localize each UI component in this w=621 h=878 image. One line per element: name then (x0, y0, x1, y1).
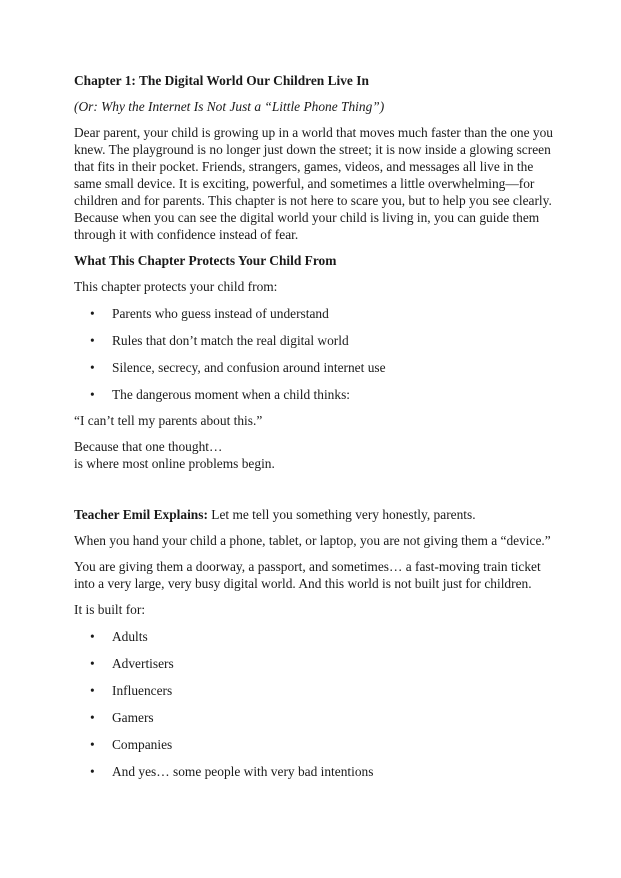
chapter-title: Chapter 1: The Digital World Our Children Live In (74, 73, 369, 88)
protects-list (74, 305, 554, 403)
bullet-icon: • (90, 306, 95, 321)
bullet-icon: • (90, 656, 95, 671)
bullet-icon: • (90, 764, 95, 779)
protects-lead: This chapter protects your child from: (74, 279, 278, 294)
list-item: • And yes… some people with very bad intentions (90, 764, 374, 779)
teacher-paragraph-1: When you hand your child a phone, tablet, or laptop, you are not giving them a “device.” (74, 533, 551, 548)
bullet-icon: • (90, 683, 95, 698)
section-spacer (74, 472, 554, 506)
list-item: • Companies (90, 737, 173, 752)
list-item: • Gamers (90, 710, 154, 725)
teacher-intro (74, 506, 554, 523)
teacher-label: Teacher Emil Explains: (74, 507, 208, 522)
built-for-list (74, 628, 554, 780)
list-item: • Parents who guess instead of understand (90, 306, 329, 321)
document-page (74, 72, 554, 780)
list-item: • Influencers (90, 683, 173, 698)
intro-paragraph: Dear parent, your child is growing up in a world that moves much faster than the one you knew. The playground is no longer just down the street; it is now inside a glowing screen that fits in their pocket. Friends, strangers, games, videos, and messages all live in the same small device. It is exciting, powerful, and sometimes a little overwhelming—for children and for parents. This chapter is not here to scare you, but to help you see clearly. Because when you can see the digital world your child is living in, you can guide them through it with confidence instead of fear. (74, 125, 553, 242)
quote: “I can’t tell my parents about this.” (74, 413, 263, 428)
teacher-paragraph-2: You are giving them a doorway, a passport, and sometimes… a fast-moving train ticket into a very large, very busy digital world. And this world is not built just for children. (74, 559, 541, 591)
bullet-icon: • (90, 710, 95, 725)
list-item: • Adults (90, 629, 148, 644)
chapter-subtitle: (Or: Why the Internet Is Not Just a “Little Phone Thing”) (74, 99, 385, 114)
because-line-1: Because that one thought… (74, 439, 223, 454)
bullet-icon: • (90, 737, 95, 752)
bullet-icon: • (90, 629, 95, 644)
teacher-text: Let me tell you something very honestly, parents. (207, 507, 476, 522)
teacher-lead: It is built for: (74, 602, 146, 617)
list-item: • Advertisers (90, 656, 174, 671)
bullet-icon: • (90, 387, 95, 402)
list-item: • The dangerous moment when a child thinks: (90, 387, 351, 402)
bullet-icon: • (90, 333, 95, 348)
protects-heading: What This Chapter Protects Your Child From (74, 253, 337, 268)
list-item: • Rules that don’t match the real digital world (90, 333, 349, 348)
list-item: • Silence, secrecy, and confusion around internet use (90, 360, 386, 375)
bullet-icon: • (90, 360, 95, 375)
because-line-2: is where most online problems begin. (74, 456, 275, 471)
